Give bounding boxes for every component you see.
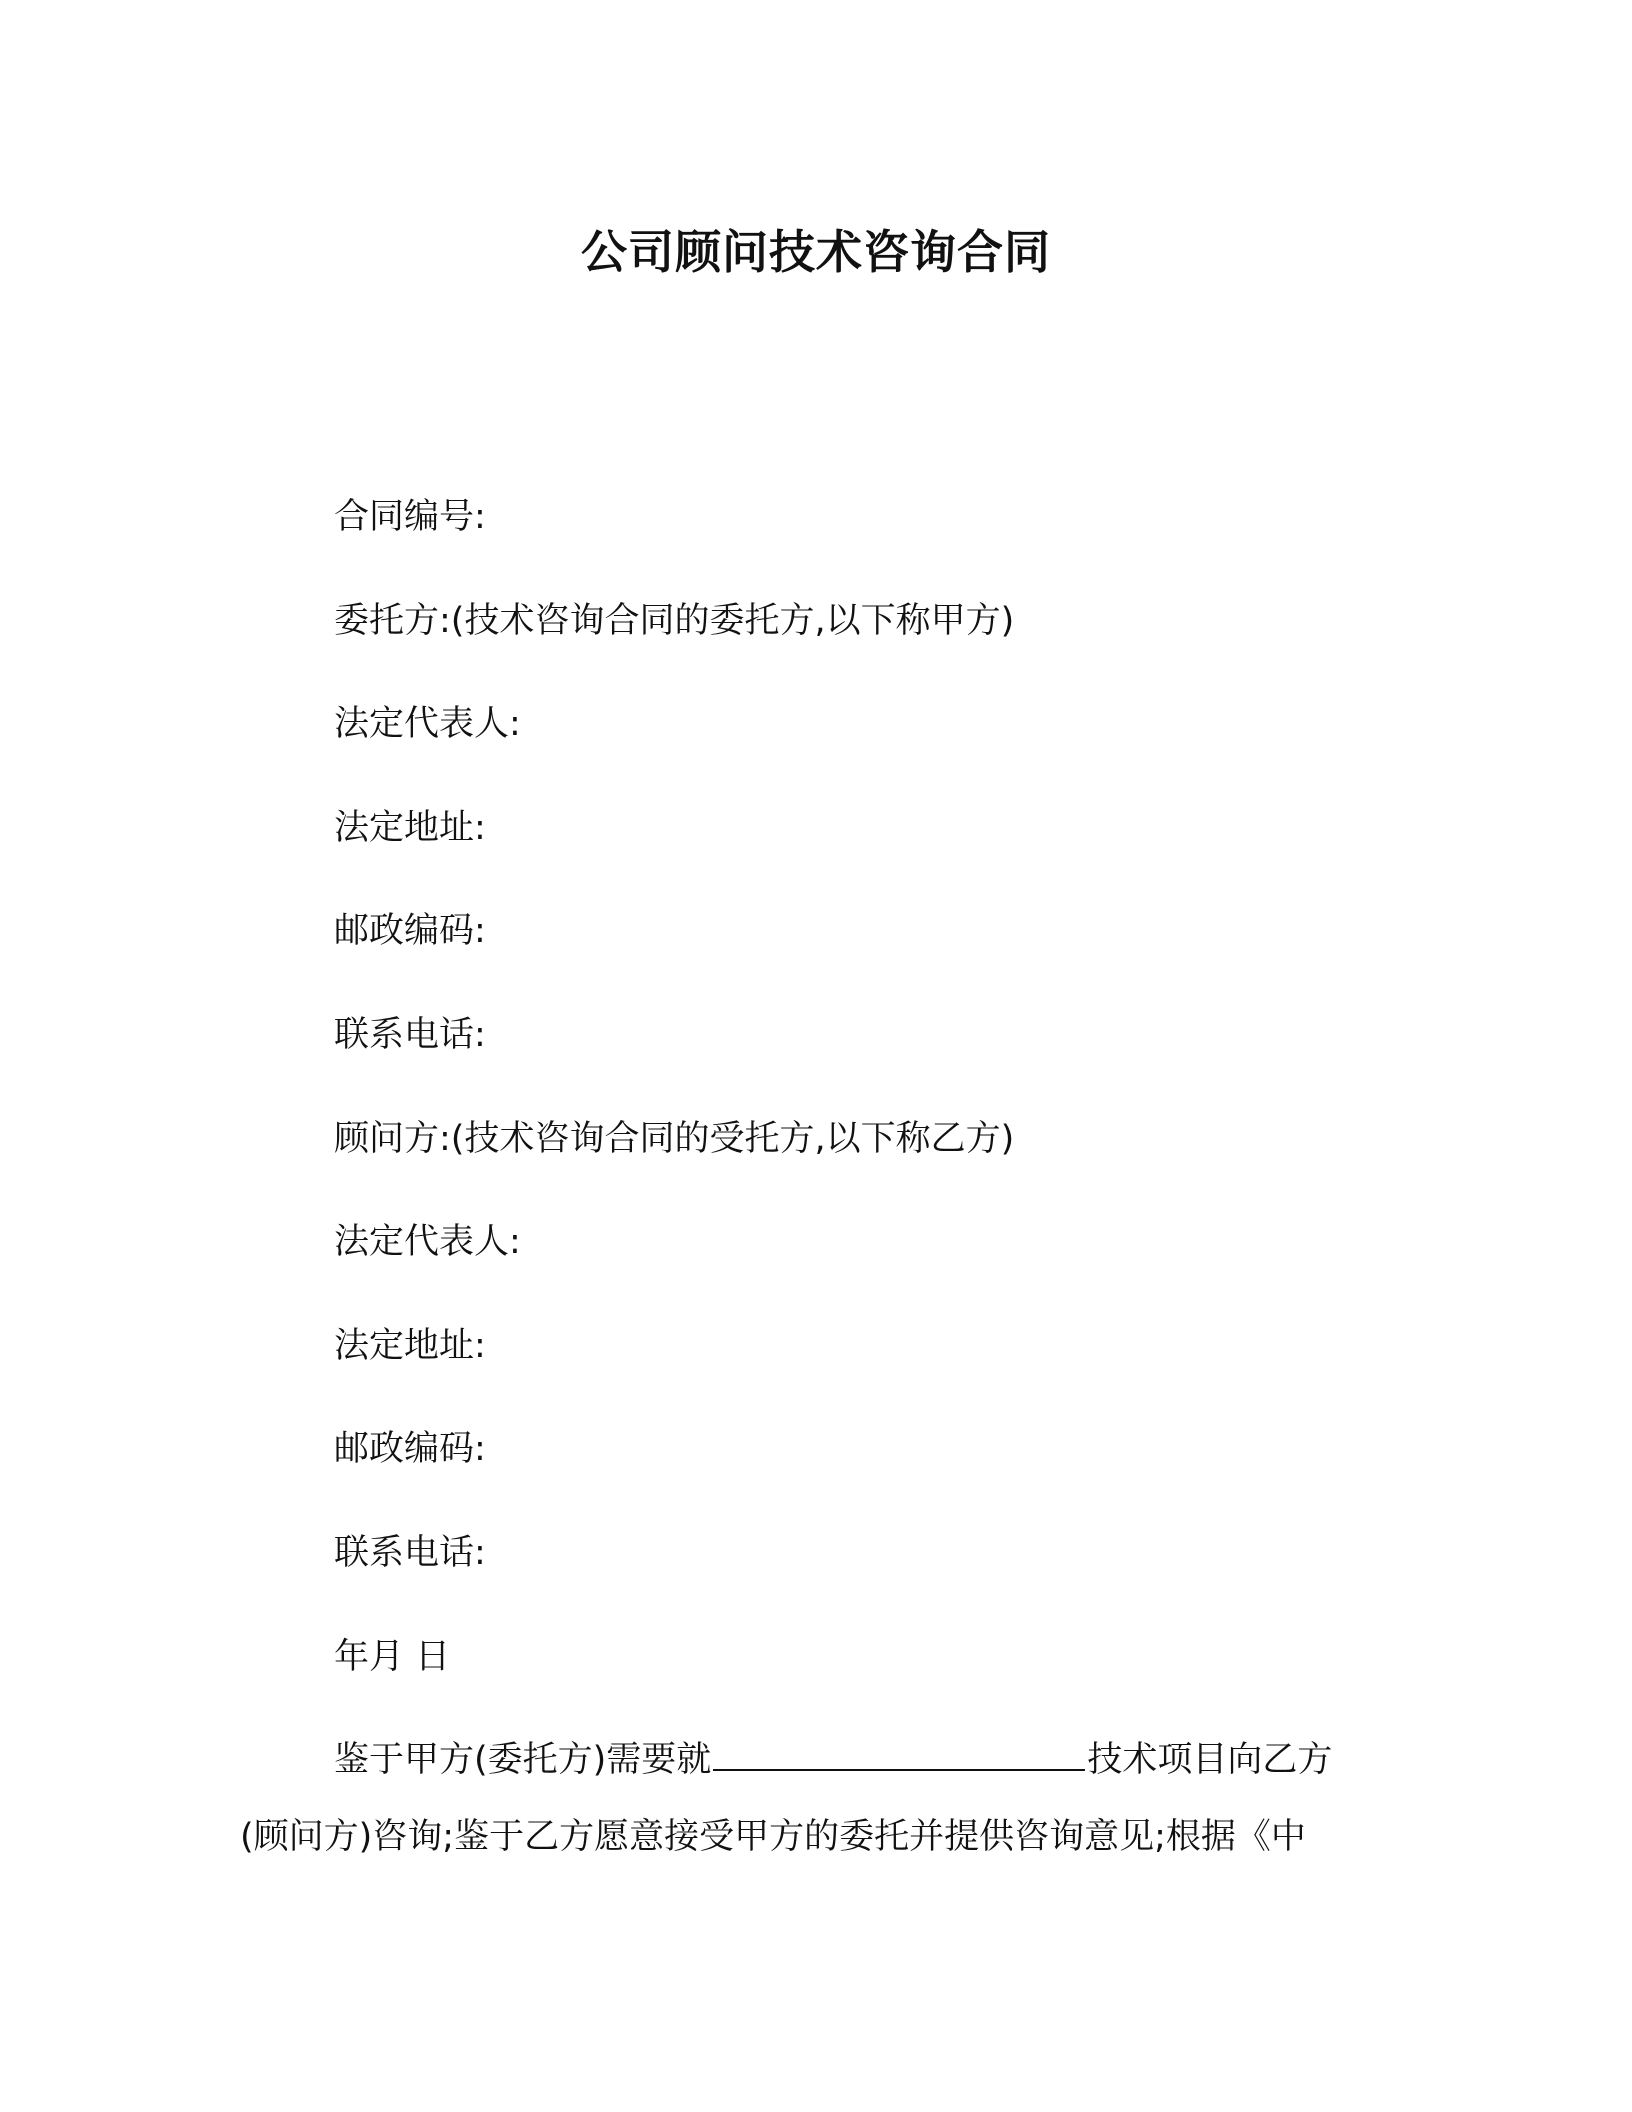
field-client-postal-code: 邮政编码: [334, 911, 486, 952]
field-consultant-legal-representative: 法定代表人: [334, 1222, 521, 1263]
preamble-paragraph [240, 1735, 1370, 1862]
field-client-legal-representative: 法定代表人: [334, 704, 521, 745]
fill-in-blank [713, 1739, 1085, 1771]
field-client-legal-address: 法定地址: [334, 807, 486, 848]
paragraph-text: 鉴于甲方(委托方)需要就 [334, 1740, 712, 1780]
field-consultant-phone: 联系电话: [334, 1532, 486, 1573]
field-client-phone: 联系电话: [334, 1014, 486, 1055]
field-date: 年月 日 [334, 1636, 451, 1677]
paragraph-line [240, 1735, 1370, 1785]
field-contract-number: 合同编号: [334, 497, 486, 537]
field-consultant-postal-code: 邮政编码: [334, 1429, 486, 1470]
document-title: 公司顾问技术咨询合同 [581, 225, 1051, 279]
field-consultant-legal-address: 法定地址: [334, 1325, 486, 1366]
field-consultant: 顾问方:(技术咨询合同的受托方,以下称乙方) [334, 1118, 1015, 1159]
paragraph-text: 技术项目向乙方 [1087, 1740, 1333, 1780]
paragraph-line: (顾问方)咨询;鉴于乙方愿意接受甲方的委托并提供咨询意见;根据《中 [240, 1817, 1306, 1857]
contract-fields [334, 492, 1434, 1735]
field-client: 委托方:(技术咨询合同的委托方,以下称甲方) [334, 600, 1015, 641]
